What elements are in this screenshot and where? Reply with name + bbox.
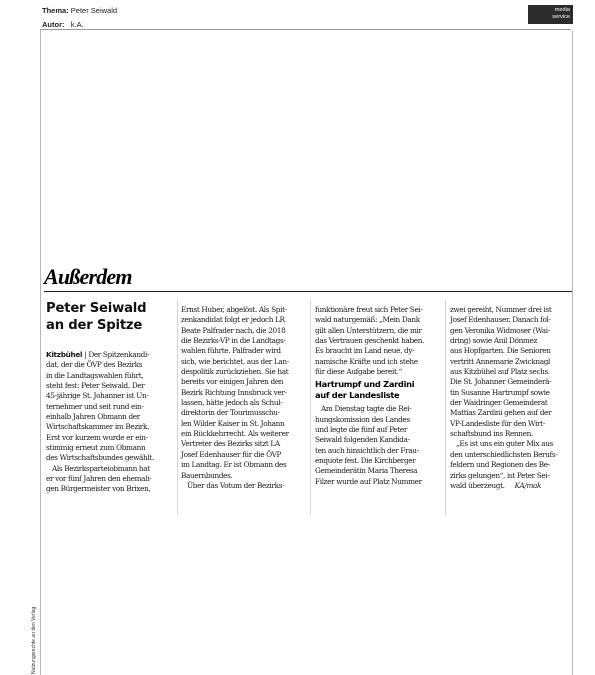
article-kicker: Kitzbühel — [46, 350, 83, 359]
text-line: in die Landtagswahlen führt, — [46, 370, 144, 380]
text-line: dring) sowie Anil Dönmez — [450, 336, 537, 346]
text-line: Beate Palfrader nach, die 2018 — [181, 325, 286, 335]
text-line: despolitik zurückziehen. Sie hat — [181, 367, 289, 377]
text-line: Bezirk Richtung Innsbruck ver- — [181, 387, 287, 397]
text-line: das Vertrauen geschenkt haben. — [315, 336, 425, 346]
page-frame-left — [40, 30, 41, 675]
article-column-1 — [46, 350, 172, 495]
subheading: auf der Landesliste — [315, 390, 400, 401]
text-line: gilt allen Unterstützern, die mir — [315, 325, 422, 335]
text-line: aus Hopfgarten. Die Senioren — [450, 346, 551, 356]
meta-divider — [40, 29, 571, 30]
text-line: ternehmer und seit rund ein- — [46, 401, 144, 411]
column-divider — [445, 300, 446, 515]
text-line: Josef Edenhauser. Danach fol- — [450, 315, 551, 325]
thema-value: Peter Seiwald — [70, 6, 118, 15]
logo-line-1: media — [554, 7, 570, 13]
text-line: feldern und Regionen des Be- — [450, 460, 550, 470]
text-line: „Es ist uns ein guter Mix aus — [456, 439, 553, 449]
rights-note-text: Nutzungsrechte an den Verlag — [31, 606, 37, 674]
text-line: funktionäre freut sich Peter Sei- — [315, 305, 423, 314]
headline-line: Peter Seiwald — [46, 301, 147, 316]
headline-line: an der Spitze — [46, 318, 143, 333]
autor-value: k.A. — [70, 20, 84, 29]
text-line: den unterschiedlichsten Berufs- — [450, 449, 558, 459]
text-line: namische Kräfte und ich stehe — [315, 356, 418, 366]
subheading: Hartrumpf und Zardini — [315, 379, 415, 390]
text-line: direktorin der Tourimusschu- — [181, 408, 280, 418]
text-line: einhalb Jahren Obmann der — [46, 412, 140, 422]
text-line: dat, der die ÖVP des Bezirks — [46, 360, 143, 370]
text-line: VP-Landesliste für den Wirt- — [450, 418, 545, 428]
text-line: aus Kitzbühel auf Platz sechs. — [450, 367, 550, 377]
text-line: Als Bezirksparteiobmann hat — [52, 463, 150, 473]
text-line: Wirtschaftskammer im Bezirk. — [46, 422, 149, 432]
logo-line-2: service — [552, 14, 570, 20]
article-column-4 — [450, 305, 572, 491]
text-line: zirks gelungen“, ist Peter Sei- — [450, 470, 550, 480]
text-line: Erst vor kurzem wurde er ein- — [46, 432, 148, 442]
thema-label: Thema: — [42, 6, 69, 15]
text-line: tin Susanne Hartrumpf sowie — [450, 387, 550, 397]
text-line: Bauernbundes. — [181, 470, 233, 480]
text-line: zenkandidat folgt er jedoch LR — [181, 315, 285, 325]
text-line — [46, 350, 172, 360]
text-line: er vor fünf Jahren den ehemali- — [46, 474, 152, 484]
text-line: wald naturgemäß: „Mein Dank — [315, 315, 420, 325]
text-line: die Bezirks-VP in die Landtags- — [181, 336, 286, 346]
text-line: len Wilder Kaiser in St. Johann — [181, 418, 285, 428]
text-line — [450, 481, 572, 491]
text-line: für diese Aufgabe bereit.“ — [315, 367, 402, 377]
text-line: Über das Votum der Bezirks- — [187, 480, 285, 490]
text-line: Filzer wurde auf Platz Nummer — [315, 476, 422, 486]
autor-label: Autor: — [42, 20, 65, 29]
text-line-rest: wald überzeugt. — [450, 480, 505, 490]
text-line: vertritt Annemarie Zwicknagl — [450, 356, 550, 366]
text-line: Ernst Huber, abgelöst. Als Spit- — [181, 305, 287, 314]
text-line: Vertreter des Bezirks sitzt LA — [181, 439, 280, 449]
text-line: sich, wie berichtet, aus der Lan- — [181, 356, 289, 366]
article-column-3 — [315, 305, 439, 487]
rubric-divider — [44, 291, 572, 292]
media-service-logo — [528, 5, 573, 24]
text-line: gen Veronika Widmoser (Wai- — [450, 325, 550, 335]
text-line: Es braucht im Land neue, dy- — [315, 346, 415, 356]
text-line: der Waidringer Gemeinderat — [450, 398, 548, 408]
text-line: wahlen führte. Palfrader wird — [181, 346, 281, 356]
text-line: lassen, hätte jedoch als Schul- — [181, 398, 283, 408]
text-line: ein Rückkehrrecht. Als weiterer — [181, 429, 289, 439]
text-line-rest: | Der Spitzenkandi- — [84, 350, 150, 359]
text-line: Seiwald folgenden Kandida- — [315, 435, 410, 445]
meta-autor — [42, 20, 84, 29]
text-line: Josef Edenhauser für die ÖVP — [181, 449, 282, 459]
article-column-2 — [181, 305, 305, 491]
text-line: Gemeinderätin Maria Theresa — [315, 466, 418, 476]
rights-note — [31, 592, 39, 674]
text-line: stimmig erneut zum Obmann — [46, 443, 146, 453]
text-line: Die St. Johanner Gemeinderä- — [450, 377, 552, 387]
text-line: steht fest: Peter Seiwald. Der — [46, 381, 145, 391]
text-line: Mattias Zardini gehen auf der — [450, 408, 552, 418]
text-line: im Landtag. Er ist Obmann des — [181, 460, 287, 470]
meta-thema — [42, 6, 117, 15]
text-line: gen Bürgermeister von Brixen, — [46, 484, 151, 494]
text-line: schaftsbund ins Rennen. — [450, 429, 533, 439]
text-line: ten auch hinsichtlich der Frau- — [315, 445, 419, 455]
text-line: enquote fest. Die Kirchberger — [315, 456, 416, 466]
author-signature: KA/mak — [514, 480, 542, 490]
text-line: bereits vor einigen Jahren den — [181, 377, 284, 387]
text-line: und legte die fünf auf Peter — [315, 425, 407, 435]
column-divider — [310, 300, 311, 515]
article-headline — [46, 300, 174, 334]
text-line: 45-jährige St. Johanner ist Un- — [46, 391, 149, 401]
text-line: hungskomission des Landes — [315, 414, 410, 424]
column-divider — [177, 300, 178, 515]
text-line: des Wirtschaftsbundes gewählt. — [46, 453, 154, 463]
text-line: zwei gereiht, Nummer drei ist — [450, 305, 552, 314]
rubric-title: Außerdem — [44, 264, 132, 289]
text-line: Am Dienstag tagte die Rei- — [321, 404, 412, 414]
page-frame-right — [572, 30, 573, 675]
